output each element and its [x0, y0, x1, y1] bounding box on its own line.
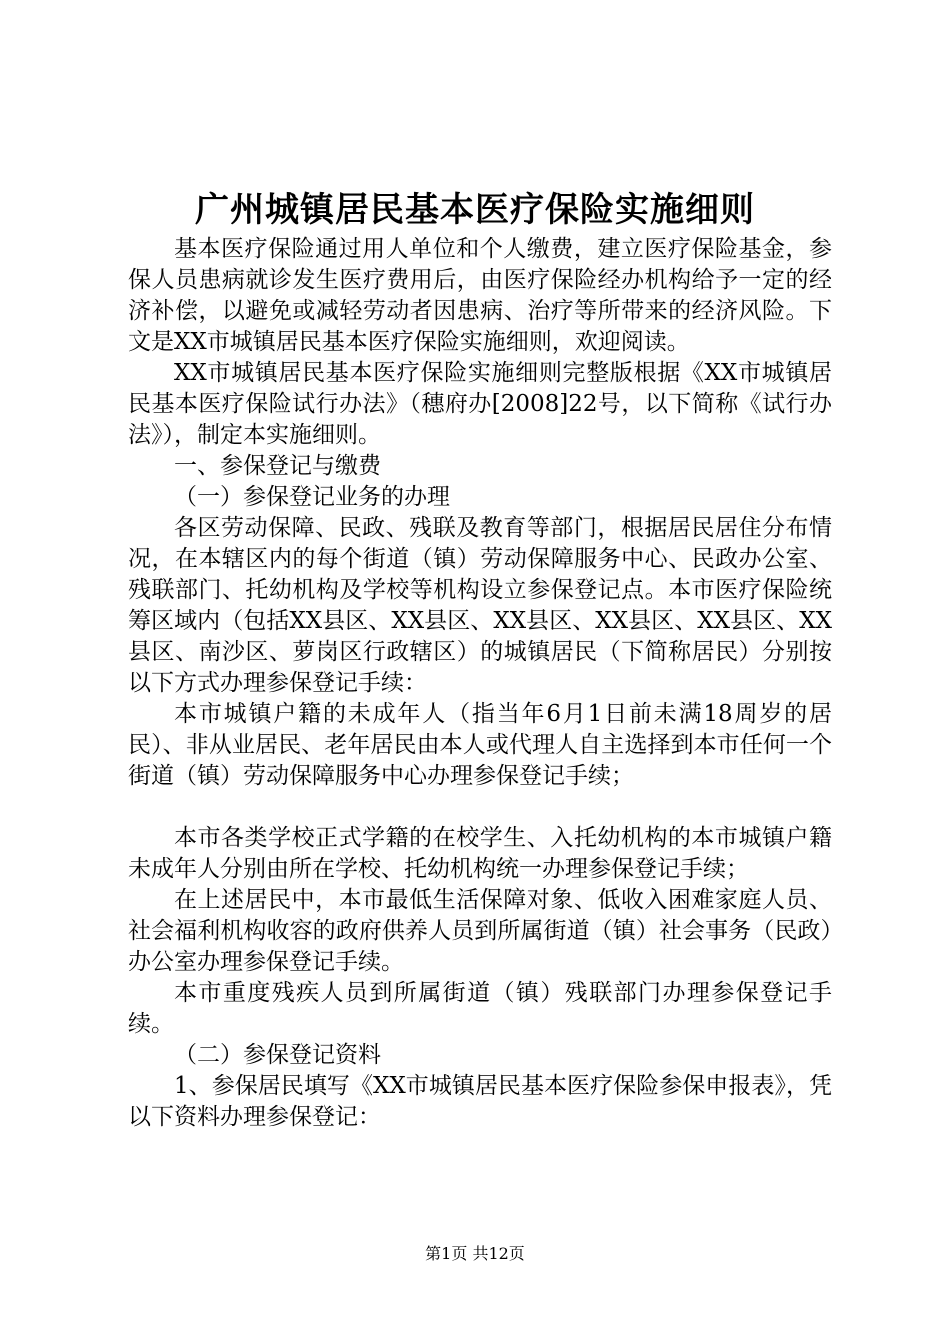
paragraph-students: 本市各类学校正式学籍的在校学生、入托幼机构的本市城镇户籍未成年人分别由所在学校、托幼机构统一办理参保登记手续；	[128, 825, 832, 882]
paragraph-intro: 基本医疗保险通过用人单位和个人缴费，建立医疗保险基金，参保人员患病就诊发生医疗费用后，由医疗保险经办机构给予一定的经济补偿，以避免或减轻劳动者因患病、治疗等所带来的经济风险。下文是XX市城镇居民基本医疗保险实施细则，欢迎阅读。	[128, 236, 832, 355]
paragraph-minors-residents: 本市城镇户籍的未成年人（指当年6月1日前未满18周岁的居民）、非从业居民、老年居民由本人或代理人自主选择到本市任何一个街道（镇）劳动保障服务中心办理参保登记手续；	[128, 701, 832, 789]
subsection-heading-1: （一）参保登记业务的办理	[174, 484, 450, 510]
paragraph-disabled: 本市重度残疾人员到所属街道（镇）残联部门办理参保登记手续。	[128, 980, 832, 1037]
paragraph-basis: XX市城镇居民基本医疗保险实施细则完整版根据《XX市城镇居民基本医疗保险试行办法》（穗府办[2008]22号，以下简称《试行办法》），制定本实施细则。	[128, 360, 832, 448]
section-heading-1: 一、参保登记与缴费	[174, 453, 381, 479]
subsection-heading-2: （二）参保登记资料	[174, 1042, 381, 1068]
paragraph-low-income: 在上述居民中，本市最低生活保障对象、低收入困难家庭人员、社会福利机构收容的政府供养人员到所属街道（镇）社会事务（民政）办公室办理参保登记手续。	[128, 887, 832, 975]
paragraph-application-form: 1、参保居民填写《XX市城镇居民基本医疗保险参保申报表》，凭以下资料办理参保登记：	[128, 1073, 832, 1130]
document-body	[128, 234, 832, 1133]
document-title: 广州城镇居民基本医疗保险实施细则	[195, 190, 755, 230]
paragraph-registration-points: 各区劳动保障、民政、残联及教育等部门，根据居民居住分布情况，在本辖区内的每个街道（镇）劳动保障服务中心、民政办公室、残联部门、托幼机构及学校等机构设立参保登记点。本市医疗保险统筹区域内（包括XX县区、XX县区、XX县区、XX县区、XX县区、XX县区、南沙区、萝岗区行政辖区）的城镇居民（下简称居民）分别按以下方式办理参保登记手续：	[128, 515, 832, 696]
page-footer: 第1页 共12页	[425, 1244, 525, 1263]
